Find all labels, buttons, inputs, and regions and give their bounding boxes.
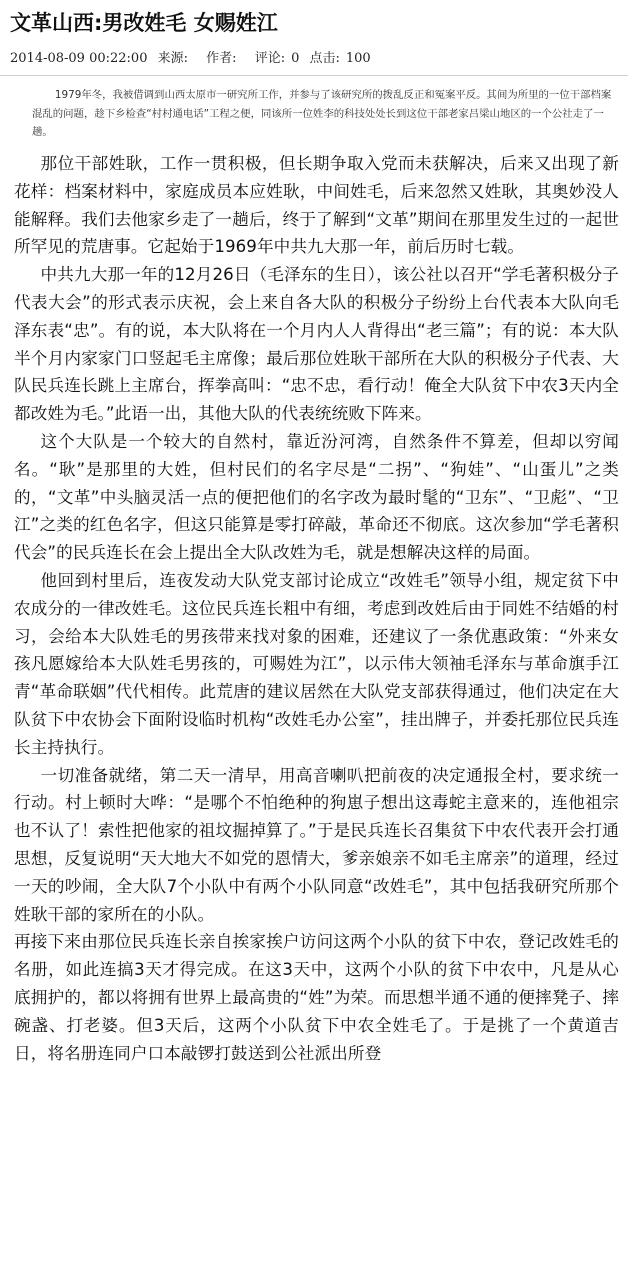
paragraph-5: 一切准备就绪，第二天一清早，用高音喇叭把前夜的决定通报全村，要求统一行动。村上顿时大哗：“是哪个不怕绝种的狗崽子想出这毒蛇主意来的，连他祖宗也不认了！索性把他家的祖坟掘掉算了。”于是民兵连长召集贫下中农代表开会打通思想，反复说明“天大地大不如党的恩情大，爹亲娘亲不如毛主席亲”的道理，经过一天的吵闹，全大队7个小队中有两个小队同意“改姓毛”，其中包括我研究所那个姓耿干部的家所在的小队。	[14, 765, 619, 924]
comment-label: 评论:	[254, 51, 286, 66]
paragraph-2: 中共九大那一年的12月26日（毛泽东的生日），该公社以召开“学毛著积极分子代表大会”的形式表示庆祝，会上来自各大队的积极分子纷纷上台代表本大队向毛泽东表“忠”。有的说，本大队将在一个月内人人背得出“老三篇”；有的说：本大队半个月内家家门口竖起毛主席像；最后那位姓耿干部所在大队的积极分子代表、大队民兵连长跳上主席台，挥拳高叫：“忠不忠，看行动！俺全大队贫下中农3天内全都改姓为毛。”此语一出，其他大队的代表统统败下阵来。	[14, 265, 619, 424]
paragraph-4: 他回到村里后，连夜发动大队党支部讨论成立“改姓毛”领导小组，规定贫下中农成分的一律改姓毛。这位民兵连长粗中有细，考虑到改姓后由于同姓不结婚的村习，会给本大队姓毛的男孩带来找对象的困难，还建议了一条优惠政策：“外来女孩凡愿嫁给本大队姓毛男孩的，可赐姓为江”，以示伟大领袖毛泽东与革命旗手江青“革命联姻”代代相传。此荒唐的建议居然在大队党支部获得通过，他们决定在大队贫下中农协会下面附设临时机构“改姓毛办公室”，挂出牌子，并委托那位民兵连长主持执行。	[14, 570, 619, 757]
title-divider	[0, 75, 628, 76]
paragraph-3: 这个大队是一个较大的自然村，靠近汾河湾，自然条件不算差，但却以穷闻名。“耿”是那里的大姓，但村民们的名字尽是“二拐”、“狗娃”、“山蛋儿”之类的，“文革”中头脑灵活一点的便把他们的名字改为最时髦的“卫东”、“卫彪”、“卫江”之类的红色名字，但这只能算是零打碎敲，革命还不彻底。这次参加“学毛著积代会”的民兵连长在会上提出全大队改姓为毛，就是想解决这样的局面。	[14, 431, 619, 563]
author-label: 作者:	[206, 51, 237, 66]
publish-date: 2014-08-09 00:22:00	[10, 51, 148, 66]
paragraph-6: 再接下来由那位民兵连长亲自挨家挨户访问这两个小队的贫下中农，登记改姓毛的名册，如此连搞3天才得完成。在这3天中，这两个小队的贫下中农中，凡是从心底拥护的，都以将拥有世界上最高贵的“姓”为荣。而思想半通不通的便摔凳子、摔碗盏、打老婆。但3天后，这两个小队贫下中农全姓毛了。于是挑了一个黄道吉日，将名册连同户口本敲锣打鼓送到公社派出所登	[14, 932, 619, 1063]
article-body	[14, 150, 619, 1067]
click-label: 点击:	[309, 51, 340, 66]
paragraph-1: 那位干部姓耿，工作一贯积极，但长期争取入党而未获解决，后来又出现了新花样：档案材料中，家庭成员本应姓耿，中间姓毛，后来忽然又姓耿，其奥妙没人能解释。我们去他家乡走了一趟后，终于了解到“文革”期间在那里发生过的一起世所罕见的荒唐事。它起始于1969年中共九大那一年，前后历时七载。	[14, 154, 619, 257]
article-title: 文革山西:男改姓毛 女赐姓江	[10, 11, 278, 35]
source-label: 来源:	[157, 51, 189, 66]
click-count: 100	[345, 51, 371, 66]
article-meta	[10, 48, 618, 70]
comment-count: 0	[291, 51, 300, 66]
article-intro: 1979年冬，我被借调到山西太原市一研究所工作，并参与了该研究所的拨乱反正和冤案平反。其间为所里的一位干部档案混乱的问题，趁下乡检查“村村通电话”工程之便，同该所一位姓李的科技处处长到这位干部老家吕梁山地区的一个公社走了一趟。	[32, 89, 612, 138]
